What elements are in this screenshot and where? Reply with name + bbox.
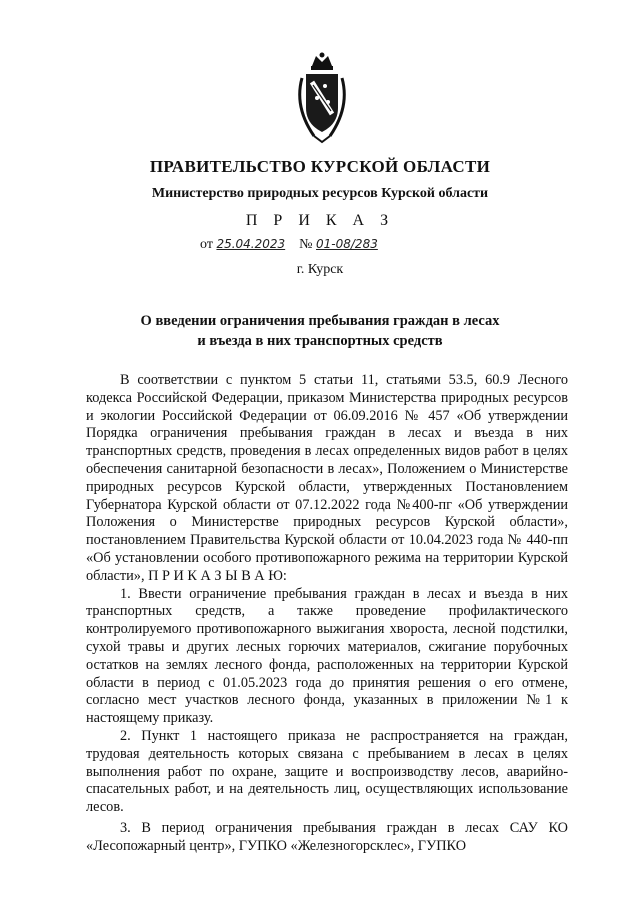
item-1-paragraph: 1. Ввести ограничение пребывания граждан в лесах и въезда в них транспортных средств, а также проведение профилактического контролируемого противопожарного выжигания хвороста, лесной подстилки, сухой травы и других лесных горючих материалов, сжигание порубочных остатков на землях лесного фонда, расположенных на территории Курской области в период с 01.05.2023 года до принятия решения о его отмене, согласно мест участков лесного фонда, указанных в приложении №1 к настоящему приказу. <box>86 585 568 727</box>
number-prefix: № <box>299 237 313 252</box>
preamble-paragraph: В соответствии с пунктом 5 статьи 11, статьями 53.5, 60.9 Лесного кодекса Российской Федерации, приказом Министерства природных ресурсов и экологии Российской Федерации от 06.09.2016 № 457 «Об утверждении Порядка ограничения пребывания граждан в лесах и въезда в них транспортных средств, проведения в лесах определенных видов работ в целях обеспечения санитарной безопасности в лесах», Положением о Министерстве природных ресурсов Курской области, утвержденных Постановлением Губернатора Курской области от 07.12.2022 года №400-пг «Об утверждении Положения о Министерстве природных ресурсов Курской области», постановлением Правительства Курской области от 10.04.2023 года № 440-пп «Об установлении особого противопожарного режима на территории Курской области», П Р И К А З Ы В А Ю: <box>86 372 568 584</box>
date-prefix: от <box>200 237 213 252</box>
document-title-line1: О введении ограничения пребывания граждан в лесах <box>140 313 500 329</box>
document-title-line2: и въезда в них транспортных средств <box>197 333 443 349</box>
item-2-paragraph: 2. Пункт 1 настоящего приказа не распространяется на граждан, трудовая деятельность которых связана с пребыванием в лесах в целях выполнения работ по охране, защите и воспроизводству лесов, аварийно-спасательных работ, и на деятельность лиц, осуществляющих использование лесов. <box>86 727 568 816</box>
kursk-coat-of-arms-icon <box>292 52 352 146</box>
document-type: П Р И К А З <box>245 212 395 229</box>
item-3-paragraph: 3. В период ограничения пребывания граждан в лесах САУ КО «Лесопожарный центр», ГУПКО «Железногорсклес», ГУПКО <box>86 819 568 854</box>
city: г. Курск <box>296 262 344 277</box>
ministry-name: Министерство природных ресурсов Курской области <box>151 186 489 201</box>
document-body <box>86 372 568 859</box>
date-number-line <box>200 237 378 253</box>
government-name: ПРАВИТЕЛЬСТВО КУРСКОЙ ОБЛАСТИ <box>149 157 491 176</box>
number-value: 01-08/283 <box>316 237 378 251</box>
date-value: 25.04.2023 <box>216 237 286 251</box>
